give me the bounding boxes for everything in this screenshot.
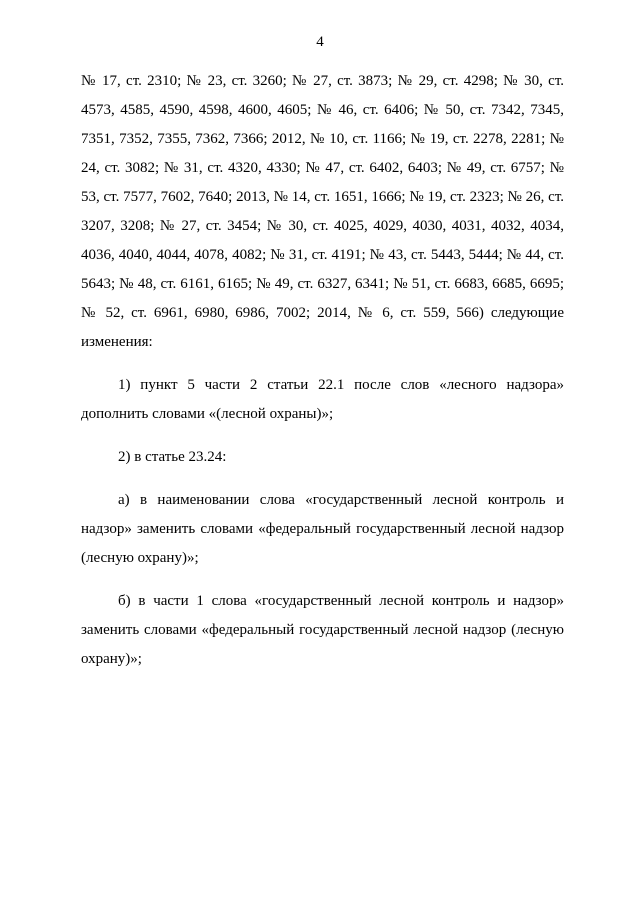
document-body [81,67,564,674]
paragraph-item-2: 2) в статье 23.24: [118,449,227,465]
paragraph-item-1: 1) пункт 5 части 2 статьи 22.1 после слов «лесного надзора» дополнить словами «(лесной охраны)»; [81,377,564,422]
page-number: 4 [316,34,324,50]
paragraph-subitem-b: б) в части 1 слова «государственный лесной контроль и надзор» заменить словами «федеральный государственный лесной надзор (лесную охрану)»; [81,593,564,667]
paragraph-subitem-a: а) в наименовании слова «государственный лесной контроль и надзор» заменить словами «федеральный государственный лесной надзор (лесную охрану)»; [81,492,564,566]
paragraph-sources-list: № 17, ст. 2310; № 23, ст. 3260; № 27, ст. 3873; № 29, ст. 4298; № 30, ст. 4573, 4585, 4590, 4598, 4600, 4605; № 46, ст. 6406; № 50, ст. 7342, 7345, 7351, 7352, 7355, 7362, 7366; 2012, № 10, ст. 1166; № 19, ст. 2278, 2281; № 24, ст. 3082; № 31, ст. 4320, 4330; № 47, ст. 6402, 6403; № 49, ст. 6757; № 53, ст. 7577, 7602, 7640; 2013, № 14, ст. 1651, 1666; № 19, ст. 2323; № 26, ст. 3207, 3208; № 27, ст. 3454; № 30, ст. 4025, 4029, 4030, 4031, 4032, 4034, 4036, 4040, 4044, 4078, 4082; № 31, ст. 4191; № 43, ст. 5443, 5444; № 44, ст. 5643; № 48, ст. 6161, 6165; № 49, ст. 6327, 6341; № 51, ст. 6683, 6685, 6695; № 52, ст. 6961, 6980, 6986, 7002; 2014, № 6, ст. 559, 566) следующие изменения: [81,73,564,350]
